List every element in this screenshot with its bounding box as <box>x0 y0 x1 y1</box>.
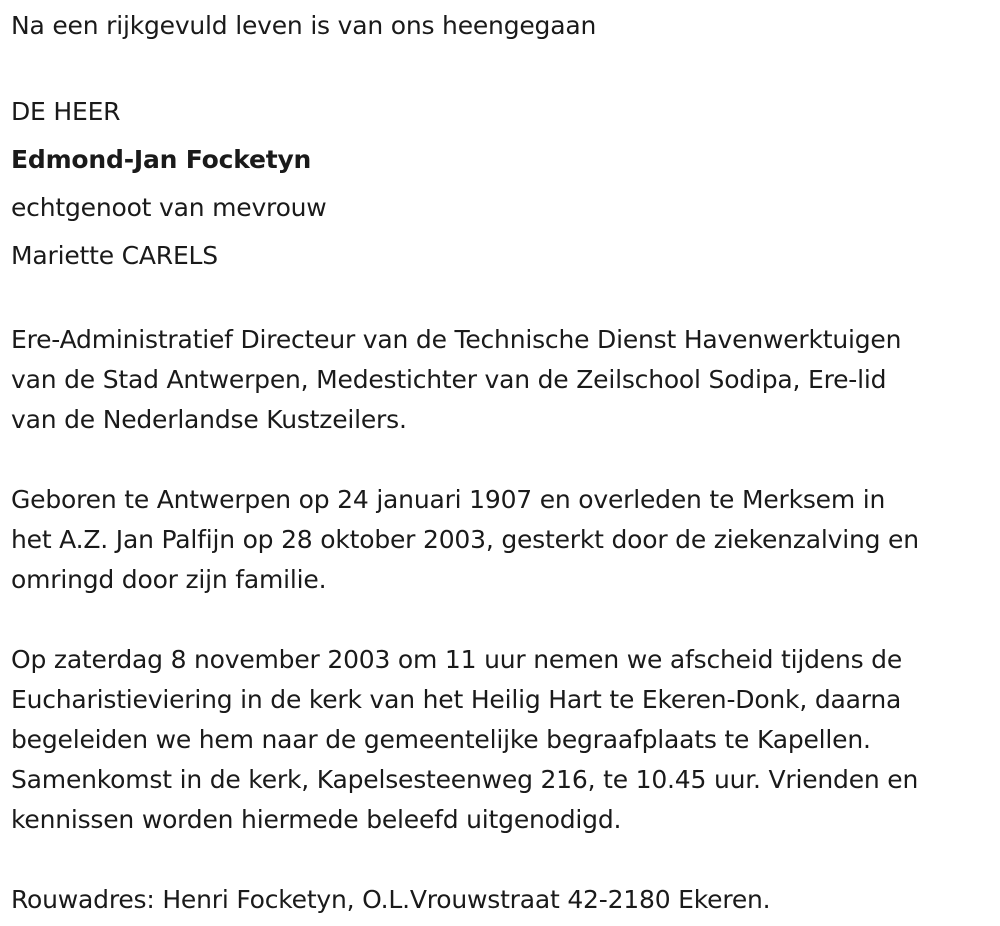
spouse-name: Mariette CARELS <box>11 241 218 270</box>
spacer <box>11 280 1000 320</box>
ceremony-paragraph <box>11 640 996 840</box>
ceremony-line: Samenkomst in de kerk, Kapelsesteenweg 216, te 10.45 uur. Vrienden en <box>11 765 919 794</box>
career-line: Ere-Administratief Directeur van de Technische Dienst Havenwerktuigen <box>11 325 902 354</box>
career-line: van de Stad Antwerpen, Medestichter van de Zeilschool Sodipa, Ere-lid <box>11 365 887 394</box>
spacer <box>11 440 1000 480</box>
spacer <box>11 600 1000 640</box>
deceased-block <box>11 88 1000 280</box>
ceremony-line: Op zaterdag 8 november 2003 om 11 uur nemen we afscheid tijdens de <box>11 645 903 674</box>
deceased-name: Edmond-Jan Focketyn <box>11 145 312 174</box>
spouse-prefix: echtgenoot van mevrouw <box>11 193 327 222</box>
intro-text: Na een rijkgevuld leven is van ons heengegaan <box>11 11 597 40</box>
spacer <box>11 840 1000 880</box>
spacer <box>11 44 1000 88</box>
birth-death-paragraph <box>11 480 996 600</box>
mourning-address: Rouwadres: Henri Focketyn, O.L.Vrouwstraat 42-2180 Ekeren. <box>11 885 771 914</box>
career-line: van de Nederlandse Kustzeilers. <box>11 405 407 434</box>
ceremony-line: begeleiden we hem naar de gemeentelijke begraafplaats te Kapellen. <box>11 725 871 754</box>
ceremony-line: kennissen worden hiermede beleefd uitgenodigd. <box>11 805 622 834</box>
birth-death-line: Geboren te Antwerpen op 24 januari 1907 en overleden te Merksem in <box>11 485 886 514</box>
birth-death-line: omringd door zijn familie. <box>11 565 327 594</box>
ceremony-line: Eucharistieviering in de kerk van het Heilig Hart te Ekeren-Donk, daarna <box>11 685 902 714</box>
honorific: DE HEER <box>11 97 121 126</box>
birth-death-line: het A.Z. Jan Palfijn op 28 oktober 2003, gesterkt door de ziekenzalving en <box>11 525 919 554</box>
career-paragraph <box>11 320 996 440</box>
